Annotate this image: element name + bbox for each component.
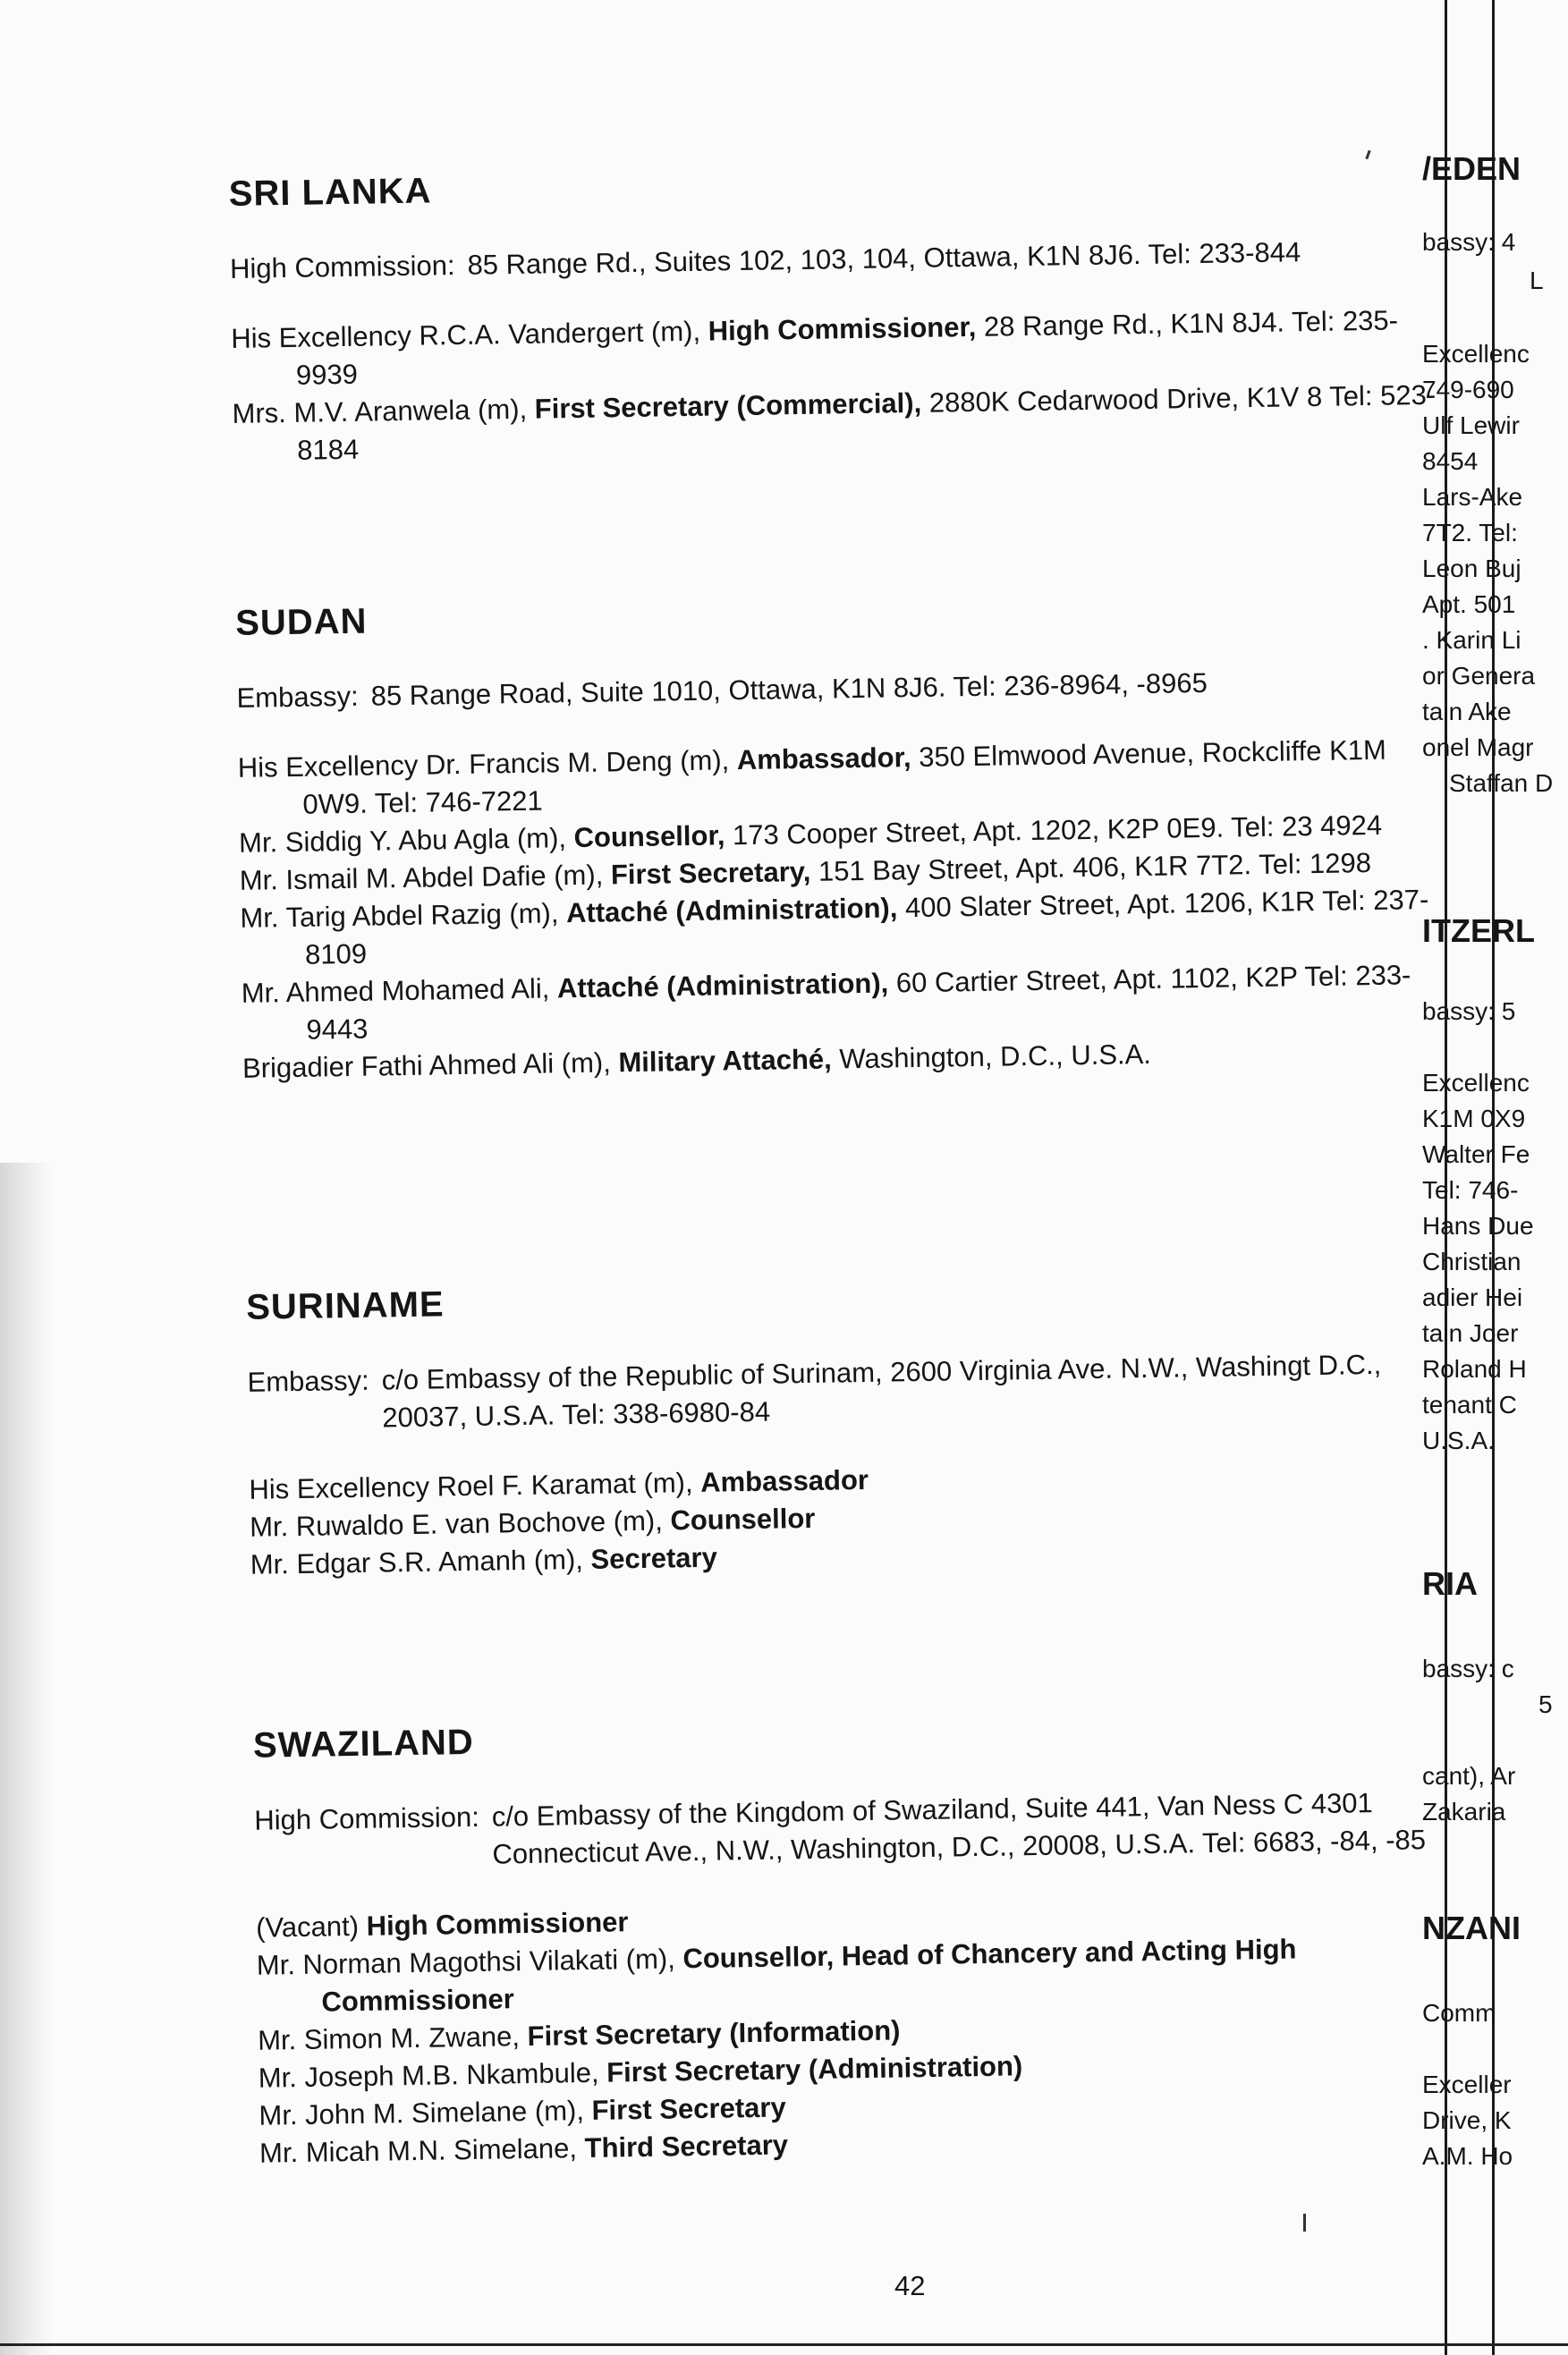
facing-page-fragment: tenant C: [1422, 1391, 1517, 1419]
staff-name: Mr. Ruwaldo E. van Bochove (m),: [249, 1504, 664, 1543]
facing-page-fragment: Hans Due: [1422, 1212, 1534, 1240]
staff-list: [249, 1452, 1471, 1583]
staff-details: 151 Bay Street, Apt. 406, K1R 7T2. Tel: 1298: [818, 847, 1372, 887]
binding-shadow: [0, 1163, 54, 2355]
staff-name: Mr. Micah M.N. Simelane,: [259, 2132, 578, 2169]
staff-list: [256, 1890, 1480, 2172]
facing-page-fragment: Walter Fe: [1422, 1140, 1530, 1168]
staff-name: Mr. Ahmed Mohamed Ali,: [241, 972, 550, 1009]
facing-page-fragment: 7T2. Tel:: [1422, 519, 1518, 546]
staff-details: 60 Cartier Street, Apt. 1102, K2P Tel: 233-9443: [306, 959, 1411, 1046]
staff-title: High Commissioner: [366, 1906, 629, 1942]
staff-title: Military Attaché,: [618, 1043, 832, 1079]
facing-page-fragment: Lars-Ake: [1422, 483, 1523, 511]
staff-title: Counsellor: [670, 1502, 816, 1537]
staff-list: [231, 301, 1454, 470]
mission-address: [230, 232, 1451, 288]
facing-page-fragment: Excellenc: [1422, 340, 1530, 368]
page-bottom-edge: [0, 2343, 1568, 2346]
facing-page-fragment: Tel: 746-: [1422, 1176, 1519, 1204]
scan-speck: [1303, 2214, 1306, 2232]
facing-page-fragment: Ulf Lewir: [1422, 411, 1520, 439]
staff-details: Washington, D.C., U.S.A.: [839, 1038, 1152, 1075]
staff-title: Attaché (Administration),: [556, 967, 889, 1004]
staff-title: Attaché (Administration),: [565, 892, 898, 929]
facing-page-fragment: L: [1530, 267, 1544, 294]
facing-page-fragment: Christian: [1422, 1248, 1521, 1275]
staff-title: First Secretary: [591, 2091, 786, 2126]
facing-page-fragment: Roland H: [1422, 1355, 1527, 1383]
staff-title: First Secretary,: [610, 855, 811, 891]
staff-title: Secretary: [590, 1541, 718, 1575]
staff-details: 173 Cooper Street, Apt. 1202, K2P 0E9. Tel: 23 4924: [732, 809, 1383, 851]
facing-page-fragment: cant), Ar: [1422, 1762, 1516, 1790]
staff-name: Mr. Simon M. Zwane,: [257, 2020, 521, 2056]
mission-label: High Commission:: [229, 250, 455, 284]
country-heading: SWAZILAND: [252, 1722, 475, 1766]
staff-name: (Vacant): [255, 1910, 360, 1944]
facing-page-fragment: 749-690: [1422, 376, 1514, 403]
mission-address-text: c/o Embassy of the Republic of Surinam, 2600 Virginia Ave. N.W., Washingt D.C., 20037, U.S.A. Tel: 338-6980-84: [381, 1348, 1382, 1434]
facing-page-fragment: tain Joer: [1422, 1319, 1519, 1347]
facing-page-heading: ITZERL: [1422, 912, 1535, 949]
facing-page-fragment: A.M. Ho: [1422, 2142, 1513, 2170]
mission-label: High Commission:: [254, 1800, 480, 1836]
facing-page-fragment: 8454: [1422, 447, 1479, 475]
staff-details: 28 Range Rd., K1N 8J4. Tel: 235-9939: [295, 304, 1399, 391]
facing-page-fragment: Staffan D: [1449, 769, 1554, 797]
facing-page-fragment: adier Hei: [1422, 1283, 1523, 1311]
facing-page-fragment: Zakaria: [1422, 1798, 1506, 1826]
staff-name: His Excellency Dr. Francis M. Deng (m),: [237, 744, 730, 784]
mission-address-text: c/o Embassy of the Kingdom of Swaziland, Suite 441, Van Ness C 4301 Connecticut Ave., N.W., Washington, D.C., 20008, U.S.A. Tel: 6683, -84, -85: [491, 1787, 1427, 1870]
facing-page-fragment: 5: [1538, 1690, 1553, 1718]
staff-title: First Secretary (Commercial),: [534, 386, 922, 425]
facing-page-fragment: bassy: 4: [1422, 228, 1516, 256]
staff-title: Ambassador: [699, 1463, 869, 1498]
facing-page-fragment: Apt. 501: [1422, 590, 1516, 618]
staff-name: Mr. Tarig Abdel Razig (m),: [240, 897, 559, 934]
staff-name: Mr. Edgar S.R. Amanh (m),: [250, 1543, 584, 1580]
staff-title: Third Secretary: [584, 2129, 789, 2164]
country-section: [253, 1707, 1481, 2172]
mission-label: Embassy:: [236, 680, 359, 714]
staff-name: Mrs. M.V. Aranwela (m),: [232, 393, 528, 429]
staff-name: Mr. John M. Simelane (m),: [259, 2095, 585, 2131]
facing-page-fragment: K1M 0X9: [1422, 1105, 1526, 1132]
facing-page-fragment: bassy: c: [1422, 1655, 1514, 1682]
page-number: 42: [894, 2270, 926, 2301]
staff-details: 350 Elmwood Avenue, Rockcliffe K1M 0W9. Tel: 746-7221: [302, 733, 1387, 820]
facing-page-heading: /EDEN: [1422, 150, 1521, 187]
staff-title: Ambassador,: [736, 741, 911, 776]
facing-page-fragment: tain Ake: [1422, 698, 1512, 725]
main-column: [228, 133, 1449, 2169]
facing-page-fragment: . Karin Li: [1422, 626, 1521, 654]
mission-address-text: 85 Range Rd., Suites 102, 103, 104, Ottawa, K1N 8J6. Tel: 233-844: [467, 236, 1301, 281]
staff-list: [237, 730, 1463, 1087]
facing-page-fragment: or Genera: [1422, 662, 1536, 690]
staff-title: First Secretary (Information): [527, 2014, 901, 2053]
mission-address: [236, 660, 1457, 716]
staff-title: Counsellor,: [573, 819, 725, 854]
facing-page-fragment: bassy: 5: [1422, 997, 1516, 1025]
facing-page-heading: NZANI: [1422, 1910, 1521, 1946]
staff-name: Mr. Joseph M.B. Nkambule,: [258, 2056, 599, 2094]
country-section: [235, 584, 1463, 1087]
facing-page-fragment: Comm: [1422, 1999, 1496, 2027]
staff-name: Mr. Ismail M. Abdel Dafie (m),: [239, 859, 604, 896]
facing-page-fragment: U.S.A.: [1422, 1427, 1495, 1454]
mission-address-text: 85 Range Road, Suite 1010, Ottawa, K1N 8J6. Tel: 236-8964, -8965: [370, 666, 1208, 712]
country-section: [228, 156, 1454, 470]
staff-name: Mr. Siddig Y. Abu Agla (m),: [238, 822, 567, 859]
facing-page-fragment: Excellenc: [1422, 1069, 1530, 1097]
staff-name: His Excellency R.C.A. Vandergert (m),: [231, 315, 701, 354]
staff-name: His Excellency Roel F. Karamat (m),: [249, 1467, 693, 1505]
country-heading: SURINAME: [245, 1284, 445, 1327]
facing-page-fragment: Leon Buj: [1422, 555, 1521, 582]
facing-page-column: [1422, 134, 1568, 2325]
staff-name: Mr. Norman Magothsi Vilakati (m),: [256, 1943, 676, 1981]
staff-title: First Secretary (Administration): [606, 2050, 1023, 2088]
facing-page-fragment: onel Magr: [1422, 733, 1534, 761]
mission-label: Embassy:: [247, 1364, 369, 1398]
facing-page-heading: RIA: [1422, 1565, 1478, 1602]
mission-address: [254, 1783, 1476, 1876]
facing-page-fragment: Exceller: [1422, 2071, 1512, 2098]
staff-name: Brigadier Fathi Ahmed Ali (m),: [242, 1046, 612, 1084]
country-section: [246, 1268, 1471, 1583]
mission-address: [247, 1344, 1469, 1438]
facing-page-fragment: Drive, K: [1422, 2106, 1512, 2134]
country-heading: SUDAN: [234, 601, 368, 643]
staff-title: Counsellor, Head of Chancery and Acting High Commissioner: [321, 1933, 1297, 2018]
country-heading: SRI LANKA: [228, 171, 432, 214]
staff-details: 2880K Cedarwood Drive, K1V 8 Tel: 523-8184: [296, 378, 1437, 466]
staff-details: 400 Slater Street, Apt. 1206, K1R Tel: 237-8109: [304, 884, 1429, 970]
staff-title: High Commissioner,: [708, 310, 977, 347]
